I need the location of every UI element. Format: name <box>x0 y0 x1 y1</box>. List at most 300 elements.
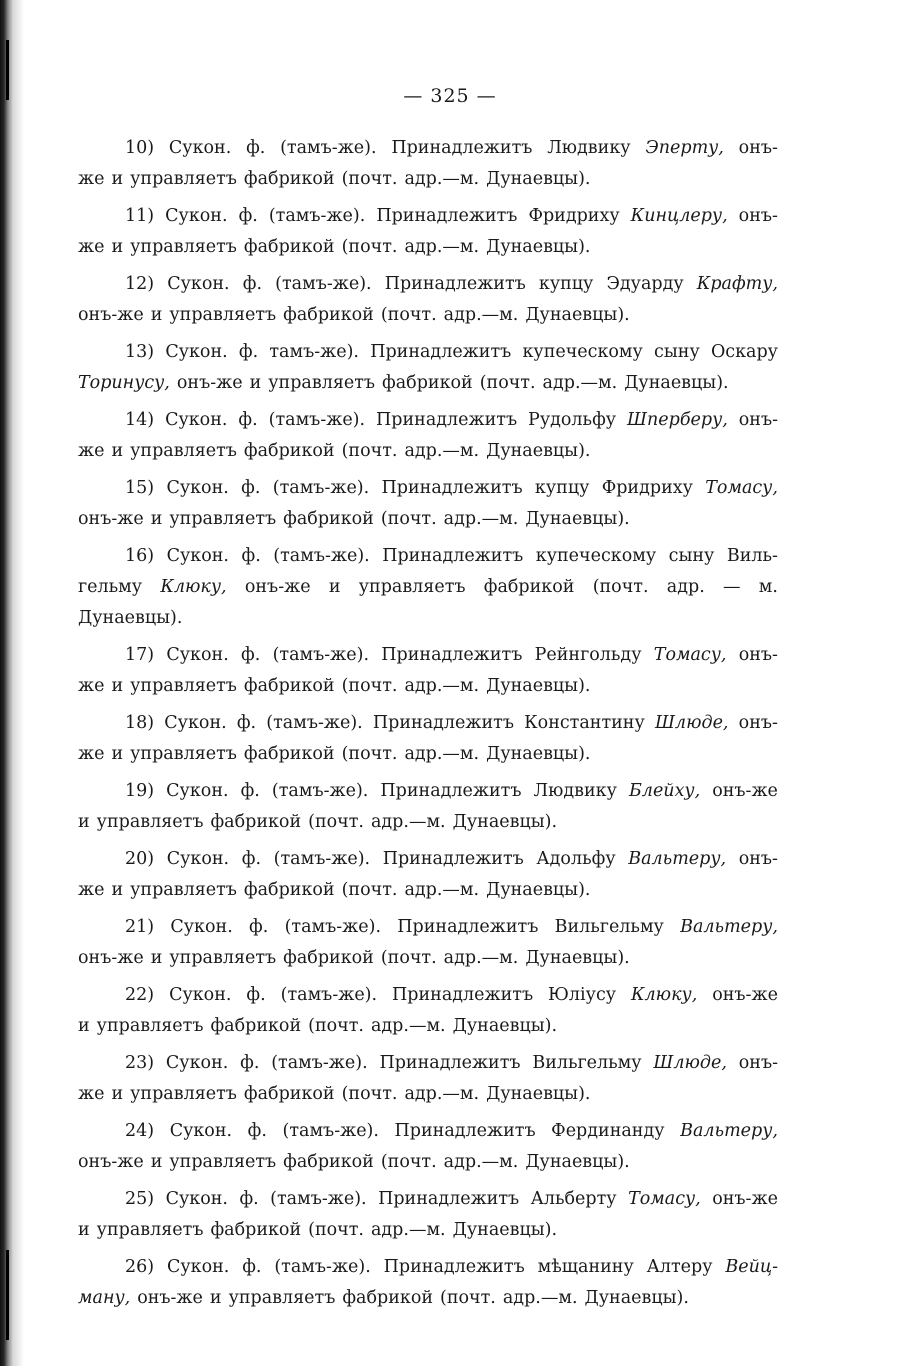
entry-word: Дунаевцы). <box>78 608 183 628</box>
entry-word: (тамъ-же). <box>268 410 366 430</box>
entry-word: сыну <box>668 546 715 566</box>
entry-word: Принадлежитъ <box>380 781 522 801</box>
entry-word: купеческому <box>522 342 643 362</box>
entry-word: онъ- <box>738 138 778 158</box>
owner-surname: Кинцлеру, <box>630 206 728 226</box>
entry-word: Сукон. <box>170 917 233 937</box>
entry-word: Принадлежитъ <box>372 713 514 733</box>
entry-word: управляетъ <box>169 948 277 968</box>
entry-word: фабрикой <box>210 812 302 832</box>
entry-word: 23) <box>125 1053 155 1073</box>
entry-word: 15) <box>125 478 155 498</box>
entry-word: адр.—м. <box>443 1152 519 1172</box>
entry-line <box>78 473 778 504</box>
entry-word: управляетъ <box>96 812 204 832</box>
entry-paragraph <box>78 133 778 195</box>
entry-word: Сукон. <box>165 1189 228 1209</box>
entry-line <box>78 776 778 807</box>
entry-word: (почт. <box>380 305 437 325</box>
entry-word: Дунаевцы). <box>525 948 630 968</box>
entry-word: фабрикой <box>283 948 374 968</box>
entry-word: онъ-же <box>78 948 144 968</box>
entry-word: фабрикой <box>283 509 374 529</box>
entry-word: Дунаевцы). <box>525 509 630 529</box>
entry-word: (тамъ-же). <box>280 985 378 1005</box>
entry-word: Сукон. <box>167 274 230 294</box>
entry-word: ф. <box>249 917 269 937</box>
entry-word: управляетъ <box>96 1016 204 1036</box>
entry-word: 22) <box>125 985 155 1005</box>
owner-surname: Томасу, <box>705 478 778 498</box>
entry-word: фабрикой <box>243 237 335 257</box>
entry-word: и <box>209 1288 222 1308</box>
entry-line <box>78 133 778 164</box>
entry-line <box>78 1147 778 1178</box>
entry-paragraph <box>78 1048 778 1110</box>
entry-word: управляетъ <box>130 744 237 764</box>
entry-word: фабрикой <box>243 676 335 696</box>
entry-word: Дунаевцы). <box>486 880 591 900</box>
entry-line <box>78 504 778 535</box>
entry-word: Дунаевцы). <box>486 1084 591 1104</box>
entry-word: же <box>78 237 105 257</box>
entry-word: и <box>78 1016 90 1036</box>
entry-line <box>78 739 778 770</box>
entry-word: Принадлежитъ <box>397 917 539 937</box>
entry-word: (почт. <box>308 1220 364 1240</box>
entry-word: (почт. <box>341 169 398 189</box>
entry-line <box>78 1252 778 1283</box>
entry-word: Сукон. <box>166 478 229 498</box>
entry-line <box>78 1116 778 1147</box>
entry-word: фабрикой <box>243 1084 335 1104</box>
owner-surname: Шлюде, <box>654 713 729 733</box>
entry-word: адр.—м. <box>370 812 446 832</box>
entry-word: управляетъ <box>130 676 237 696</box>
entry-line <box>78 405 778 436</box>
entry-word: фабрикой <box>382 373 473 393</box>
entry-word: ф. <box>242 1257 262 1277</box>
entry-word: (почт. <box>479 373 536 393</box>
entry-word: же <box>78 441 105 461</box>
entry-word: и <box>111 441 124 461</box>
entry-word: же <box>78 676 105 696</box>
entry-word: ф. <box>238 206 258 226</box>
entry-line <box>78 269 778 300</box>
entry-paragraph <box>78 337 778 399</box>
entry-word: гельму <box>78 577 143 597</box>
entry-word: Альберту <box>530 1189 617 1209</box>
entry-word: управляетъ <box>169 1152 277 1172</box>
owner-surname: Эперту, <box>645 138 724 158</box>
entry-word: управляетъ <box>130 441 237 461</box>
entry-word: фабрикой <box>210 1220 302 1240</box>
entry-word: Дунаевцы). <box>525 305 630 325</box>
entry-word: Дунаевцы). <box>624 373 729 393</box>
entry-word: 26) <box>125 1257 155 1277</box>
entry-word: Сукон. <box>166 1257 230 1277</box>
entry-word: фабрикой <box>243 744 335 764</box>
owner-surname: Вальтеру, <box>680 917 778 937</box>
entry-word: (почт. <box>341 880 398 900</box>
entry-word: и <box>111 169 124 189</box>
entry-word: и <box>78 812 90 832</box>
entry-line <box>78 671 778 702</box>
entry-line <box>78 232 778 263</box>
entry-word: 18) <box>125 713 155 733</box>
entry-word: онъ- <box>738 206 778 226</box>
owner-surname: Клюку, <box>160 577 227 597</box>
entry-word: адр.—м. <box>542 373 618 393</box>
entry-word: управляетъ <box>169 509 277 529</box>
entry-word: Дунаевцы). <box>452 812 558 832</box>
entry-word: Рейнгольду <box>534 645 642 665</box>
entry-word: адр.—м. <box>404 1084 480 1104</box>
entry-word: Алтеру <box>646 1257 713 1277</box>
entry-line <box>78 436 778 467</box>
entry-word: ф. <box>241 478 261 498</box>
entry-word: Дунаевцы). <box>525 1152 630 1172</box>
entry-word: Принадлежитъ <box>370 342 512 362</box>
binding-edge-shadow <box>0 0 30 1366</box>
entry-word: ф. <box>246 985 266 1005</box>
entry-word: Сукон. <box>166 849 230 869</box>
entry-word: Принадлежитъ <box>382 849 524 869</box>
entry-word: (почт. <box>380 948 437 968</box>
entry-word: управляетъ <box>228 1288 336 1308</box>
entry-word: онъ-же <box>176 373 243 393</box>
entry-word: 12) <box>125 274 155 294</box>
entry-word: Юліусу <box>548 985 617 1005</box>
entry-word: ф. <box>247 1121 267 1141</box>
entry-word: ф. <box>241 546 261 566</box>
entry-word: адр.—м. <box>370 1220 446 1240</box>
owner-surname: Крафту, <box>696 274 778 294</box>
entry-line <box>78 164 778 195</box>
owner-surname: Вальтеру, <box>680 1121 778 1141</box>
entry-word: адр.—м. <box>370 1016 446 1036</box>
entry-word: же <box>78 1084 105 1104</box>
entry-word: (тамъ-же). <box>271 1053 368 1073</box>
entry-word: Людвику <box>533 781 617 801</box>
entry-line <box>78 1283 778 1314</box>
entry-word: Сукон. <box>166 546 229 566</box>
entry-line <box>78 368 778 399</box>
entry-word: (почт. <box>341 1084 398 1104</box>
entry-line <box>78 844 778 875</box>
entry-word: фабрикой <box>283 305 374 325</box>
entry-line <box>78 1184 778 1215</box>
entry-word: Дунаевцы). <box>584 1288 689 1308</box>
entry-word: Дунаевцы). <box>486 169 591 189</box>
entry-paragraph <box>78 201 778 263</box>
entry-word: (почт. <box>380 509 437 529</box>
entry-paragraph <box>78 269 778 331</box>
entry-word: Фридриху <box>528 206 620 226</box>
entry-list <box>78 133 778 1320</box>
entry-word: адр.—м. <box>502 1288 578 1308</box>
entry-word: мѣщанину <box>537 1257 634 1277</box>
owner-surname: ману, <box>78 1288 131 1308</box>
entry-paragraph <box>78 1116 778 1178</box>
entry-word: Принадлежитъ <box>381 645 523 665</box>
entry-word: ф. <box>240 1053 260 1073</box>
entry-word: Сукон. <box>165 342 228 362</box>
entry-line <box>78 807 778 838</box>
entry-word: онъ-же <box>78 1152 144 1172</box>
entry-word: Вильгельму <box>532 1053 642 1073</box>
entry-word: Принадлежитъ <box>378 1189 520 1209</box>
entry-word: сыну <box>654 342 700 362</box>
entry-word: ф. <box>246 138 266 158</box>
entry-word: 16) <box>125 546 155 566</box>
entry-word: Принадлежитъ <box>394 1121 536 1141</box>
entry-word: и <box>111 237 124 257</box>
entry-word: управляетъ <box>268 373 376 393</box>
entry-line <box>78 337 778 368</box>
entry-word: (тамъ-же). <box>266 713 363 733</box>
entry-word: Виль- <box>726 546 778 566</box>
entry-word: онъ-же <box>137 1288 203 1308</box>
entry-word: адр.—м. <box>404 441 480 461</box>
entry-word: управляетъ <box>96 1220 204 1240</box>
entry-line <box>78 640 778 671</box>
entry-word: (тамъ-же). <box>268 206 366 226</box>
binding-edge-mark <box>6 1250 9 1340</box>
owner-surname: Клюку, <box>631 985 698 1005</box>
entry-word: м. <box>758 577 778 597</box>
entry-word: адр.—м. <box>443 948 519 968</box>
entry-word: ф. <box>238 342 259 362</box>
entry-word: онъ-же <box>244 577 311 597</box>
entry-word: Сукон. <box>166 781 229 801</box>
entry-word: фабрикой <box>243 880 335 900</box>
entry-word: ф. <box>239 1189 259 1209</box>
entry-word: онъ-же <box>712 781 778 801</box>
entry-word: Принадлежитъ <box>392 985 534 1005</box>
entry-word: Принадлежитъ <box>376 206 518 226</box>
entry-paragraph <box>78 473 778 535</box>
entry-word: онъ-же <box>712 985 778 1005</box>
entry-line <box>78 201 778 232</box>
entry-word: (тамъ-же). <box>284 917 382 937</box>
entry-word: Оскару <box>710 342 778 362</box>
entry-word: (почт. <box>308 812 364 832</box>
entry-word: фабрикой <box>210 1016 302 1036</box>
owner-surname: Вейц- <box>725 1257 778 1277</box>
entry-word: онъ- <box>738 1053 778 1073</box>
owner-surname: Томасу, <box>653 645 727 665</box>
entry-word: (почт. <box>440 1288 496 1308</box>
entry-word: Рудольфу <box>528 410 617 430</box>
entry-word: (тамъ-же). <box>274 1257 371 1277</box>
entry-paragraph <box>78 912 778 974</box>
entry-word: Принадлежитъ <box>381 478 523 498</box>
entry-word: купеческому <box>535 546 657 566</box>
entry-word: онъ-же <box>78 509 144 529</box>
entry-word: Эдуарду <box>606 274 684 294</box>
entry-word: Адольфу <box>536 849 616 869</box>
entry-word: (тамъ-же). <box>272 478 370 498</box>
entry-word: онъ-же <box>712 1189 778 1209</box>
entry-word: 25) <box>125 1189 155 1209</box>
entry-line <box>78 541 778 572</box>
entry-word: 13) <box>125 342 155 362</box>
entry-paragraph <box>78 640 778 702</box>
entry-word: Дунаевцы). <box>486 744 591 764</box>
entry-line <box>78 1011 778 1042</box>
entry-word: 17) <box>125 645 155 665</box>
entry-word: адр.—м. <box>443 509 519 529</box>
entry-word: Дунаевцы). <box>486 237 591 257</box>
entry-word: Сукон. <box>169 985 232 1005</box>
entry-word: Принадлежитъ <box>376 410 518 430</box>
entry-word: 11) <box>125 206 155 226</box>
entry-paragraph <box>78 405 778 467</box>
entry-word: 19) <box>125 781 155 801</box>
entry-line <box>78 1215 778 1246</box>
entry-line <box>78 912 778 943</box>
entry-word: (почт. <box>341 676 398 696</box>
entry-line <box>78 300 778 331</box>
entry-word: онъ- <box>738 713 778 733</box>
entry-word: и <box>78 1220 90 1240</box>
entry-word: адр.—м. <box>404 676 480 696</box>
entry-word: 14) <box>125 410 155 430</box>
entry-word: Сукон. <box>164 713 227 733</box>
entry-paragraph <box>78 776 778 838</box>
entry-paragraph <box>78 980 778 1042</box>
entry-word: ф. <box>242 274 263 294</box>
entry-word: фабрикой <box>243 169 335 189</box>
entry-word: 24) <box>125 1121 155 1141</box>
entry-word: и <box>328 577 341 597</box>
entry-word: адр.—м. <box>404 880 480 900</box>
entry-paragraph <box>78 541 778 634</box>
entry-paragraph <box>78 1252 778 1314</box>
entry-word: и <box>111 880 124 900</box>
entry-word: онъ-же <box>78 305 144 325</box>
entry-word: и <box>111 676 124 696</box>
entry-word: фабрикой <box>483 577 575 597</box>
entry-word: (почт. <box>592 577 649 597</box>
page-number: — 325 — <box>403 85 497 107</box>
entry-line <box>78 1048 778 1079</box>
entry-word: ф. <box>236 713 257 733</box>
entry-word: Фердинанду <box>551 1121 665 1141</box>
entry-word: (почт. <box>341 441 398 461</box>
owner-surname: Торинусу, <box>78 373 170 393</box>
entry-word: Принадлежитъ <box>383 1257 525 1277</box>
entry-word: (почт. <box>380 1152 437 1172</box>
entry-word: же <box>78 880 105 900</box>
entry-word: Сукон. <box>165 206 228 226</box>
entry-paragraph <box>78 708 778 770</box>
entry-word: онъ- <box>738 645 778 665</box>
entry-word: Принадлежитъ <box>382 546 524 566</box>
entry-word: Константину <box>524 713 645 733</box>
entry-word: адр.—м. <box>443 305 519 325</box>
entry-word: ф. <box>241 849 262 869</box>
entry-word: и <box>150 509 163 529</box>
entry-word: 21) <box>125 917 155 937</box>
entry-word: и <box>150 305 163 325</box>
entry-word: Вильгельму <box>554 917 664 937</box>
entry-word: (тамъ-же). <box>280 138 377 158</box>
entry-word: адр.—м. <box>404 744 480 764</box>
entry-line <box>78 980 778 1011</box>
entry-word: и <box>249 373 262 393</box>
entry-word: управляетъ <box>169 305 277 325</box>
entry-word: (тамъ-же). <box>273 546 370 566</box>
entry-word: (тамъ-же). <box>275 274 372 294</box>
entry-word: Принадлежитъ <box>384 274 526 294</box>
entry-word: (тамъ-же). <box>273 849 371 869</box>
entry-word: управляетъ <box>130 169 237 189</box>
entry-paragraph <box>78 844 778 906</box>
entry-word: адр.—м. <box>404 169 480 189</box>
owner-surname: Шлюде, <box>653 1053 727 1073</box>
entry-word: (тамъ-же). <box>282 1121 379 1141</box>
entry-line <box>78 875 778 906</box>
entry-word: (тамъ-же). <box>272 645 370 665</box>
entry-word: же <box>78 744 105 764</box>
entry-word: Сукон. <box>165 1053 229 1073</box>
entry-word: Дунаевцы). <box>486 676 591 696</box>
owner-surname: Блейху, <box>628 781 701 801</box>
entry-word: ф. <box>241 645 261 665</box>
entry-line <box>78 572 778 603</box>
entry-word: — <box>723 577 741 597</box>
entry-word: и <box>150 1152 163 1172</box>
entry-word: купцу <box>534 478 590 498</box>
entry-word: ф. <box>238 410 258 430</box>
owner-surname: Вальтеру, <box>628 849 727 869</box>
entry-word: Дунаевцы). <box>452 1220 558 1240</box>
entry-word: адр. <box>666 577 705 597</box>
entry-line <box>78 943 778 974</box>
entry-line <box>78 603 778 634</box>
entry-word: ф. <box>240 781 260 801</box>
entry-word: (тамъ-же). <box>270 1189 367 1209</box>
entry-word: (почт. <box>341 744 398 764</box>
entry-word: Сукон. <box>168 138 232 158</box>
entry-word: 20) <box>125 849 155 869</box>
entry-word: Сукон. <box>169 1121 233 1141</box>
entry-word: Фридриху <box>601 478 693 498</box>
entry-word: Дунаевцы). <box>486 441 591 461</box>
entry-word: фабрикой <box>283 1152 374 1172</box>
entry-word: же <box>78 169 105 189</box>
entry-word: и <box>150 948 163 968</box>
entry-word: фабрикой <box>243 441 335 461</box>
entry-word: 10) <box>125 138 155 158</box>
entry-word: Сукон. <box>165 410 228 430</box>
entry-word: Людвику <box>547 138 631 158</box>
entry-line <box>78 1079 778 1110</box>
entry-word: управляетъ <box>130 1084 237 1104</box>
entry-word: тамъ-же). <box>269 342 359 362</box>
owner-surname: Томасу, <box>628 1189 701 1209</box>
entry-word: и <box>111 744 124 764</box>
entry-word: Принадлежитъ <box>379 1053 521 1073</box>
entry-word: фабрикой <box>342 1288 434 1308</box>
owner-surname: Шперберу, <box>627 410 728 430</box>
entry-line <box>78 708 778 739</box>
entry-word: Дунаевцы). <box>452 1016 558 1036</box>
entry-word: (почт. <box>308 1016 364 1036</box>
entry-word: управляетъ <box>130 237 237 257</box>
